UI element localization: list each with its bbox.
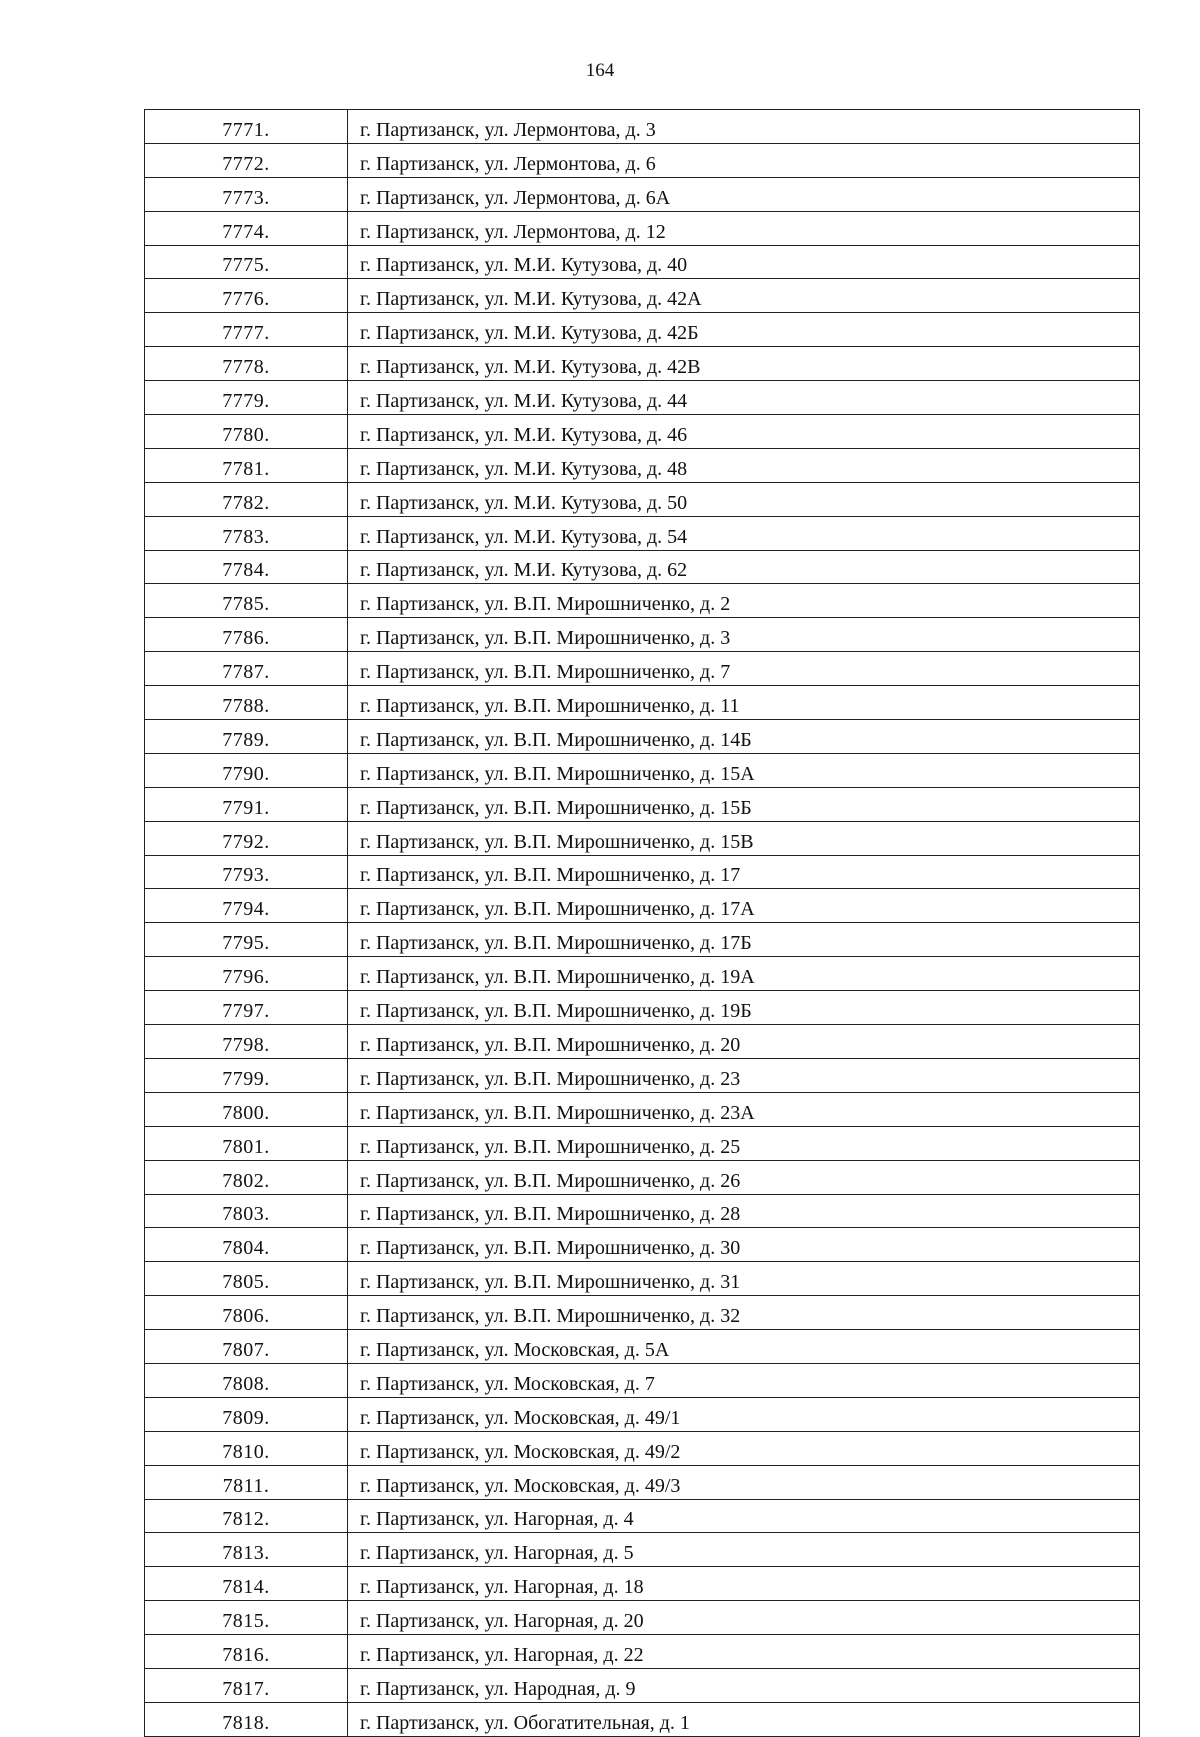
address-cell: г. Партизанск, ул. В.П. Мирошниченко, д. 32 bbox=[348, 1296, 1140, 1330]
address-cell: г. Партизанск, ул. В.П. Мирошниченко, д. 15В bbox=[348, 821, 1140, 855]
address-cell: г. Партизанск, ул. Нагорная, д. 4 bbox=[348, 1499, 1140, 1533]
row-number-cell: 7798. bbox=[145, 1025, 348, 1059]
row-number-cell: 7809. bbox=[145, 1397, 348, 1431]
table-row bbox=[145, 279, 1140, 313]
table-row bbox=[145, 1431, 1140, 1465]
address-cell: г. Партизанск, ул. В.П. Мирошниченко, д. 23 bbox=[348, 1058, 1140, 1092]
row-number-cell: 7818. bbox=[145, 1702, 348, 1736]
table-row bbox=[145, 1330, 1140, 1364]
row-number-cell: 7800. bbox=[145, 1092, 348, 1126]
address-cell: г. Партизанск, ул. Лермонтова, д. 12 bbox=[348, 211, 1140, 245]
table-row bbox=[145, 1296, 1140, 1330]
address-cell: г. Партизанск, ул. В.П. Мирошниченко, д. 17А bbox=[348, 889, 1140, 923]
table-row bbox=[145, 1025, 1140, 1059]
table-row bbox=[145, 1194, 1140, 1228]
address-cell: г. Партизанск, ул. В.П. Мирошниченко, д. 31 bbox=[348, 1262, 1140, 1296]
table-row bbox=[145, 1160, 1140, 1194]
table-row bbox=[145, 584, 1140, 618]
address-cell: г. Партизанск, ул. В.П. Мирошниченко, д. 3 bbox=[348, 618, 1140, 652]
table-row bbox=[145, 618, 1140, 652]
table-row bbox=[145, 1499, 1140, 1533]
address-cell: г. Партизанск, ул. Лермонтова, д. 6 bbox=[348, 143, 1140, 177]
row-number-cell: 7797. bbox=[145, 991, 348, 1025]
address-cell: г. Партизанск, ул. Московская, д. 49/3 bbox=[348, 1465, 1140, 1499]
address-cell: г. Партизанск, ул. Московская, д. 7 bbox=[348, 1363, 1140, 1397]
address-cell: г. Партизанск, ул. М.И. Кутузова, д. 46 bbox=[348, 415, 1140, 449]
address-cell: г. Партизанск, ул. М.И. Кутузова, д. 42В bbox=[348, 347, 1140, 381]
row-number-cell: 7774. bbox=[145, 211, 348, 245]
row-number-cell: 7811. bbox=[145, 1465, 348, 1499]
address-cell: г. Партизанск, ул. Народная, д. 9 bbox=[348, 1668, 1140, 1702]
row-number-cell: 7785. bbox=[145, 584, 348, 618]
table-row bbox=[145, 1702, 1140, 1736]
table-row bbox=[145, 787, 1140, 821]
row-number-cell: 7796. bbox=[145, 957, 348, 991]
row-number-cell: 7782. bbox=[145, 482, 348, 516]
row-number-cell: 7806. bbox=[145, 1296, 348, 1330]
row-number-cell: 7792. bbox=[145, 821, 348, 855]
address-cell: г. Партизанск, ул. В.П. Мирошниченко, д. 11 bbox=[348, 686, 1140, 720]
row-number-cell: 7786. bbox=[145, 618, 348, 652]
address-cell: г. Партизанск, ул. Нагорная, д. 22 bbox=[348, 1635, 1140, 1669]
address-table bbox=[144, 109, 1140, 1737]
table-row bbox=[145, 1533, 1140, 1567]
address-cell: г. Партизанск, ул. М.И. Кутузова, д. 44 bbox=[348, 381, 1140, 415]
table-row bbox=[145, 753, 1140, 787]
row-number-cell: 7799. bbox=[145, 1058, 348, 1092]
address-cell: г. Партизанск, ул. М.И. Кутузова, д. 42Б bbox=[348, 313, 1140, 347]
row-number-cell: 7810. bbox=[145, 1431, 348, 1465]
address-cell: г. Партизанск, ул. М.И. Кутузова, д. 50 bbox=[348, 482, 1140, 516]
table-row bbox=[145, 211, 1140, 245]
row-number-cell: 7807. bbox=[145, 1330, 348, 1364]
row-number-cell: 7817. bbox=[145, 1668, 348, 1702]
table-row bbox=[145, 957, 1140, 991]
page-number: 164 bbox=[585, 60, 615, 81]
table-row bbox=[145, 110, 1140, 144]
row-number-cell: 7787. bbox=[145, 652, 348, 686]
table-row bbox=[145, 889, 1140, 923]
table-row bbox=[145, 415, 1140, 449]
table-row bbox=[145, 1601, 1140, 1635]
table-row bbox=[145, 245, 1140, 279]
row-number-cell: 7795. bbox=[145, 923, 348, 957]
address-cell: г. Партизанск, ул. В.П. Мирошниченко, д. 17Б bbox=[348, 923, 1140, 957]
address-cell: г. Партизанск, ул. М.И. Кутузова, д. 42А bbox=[348, 279, 1140, 313]
address-cell: г. Партизанск, ул. Нагорная, д. 18 bbox=[348, 1567, 1140, 1601]
row-number-cell: 7794. bbox=[145, 889, 348, 923]
row-number-cell: 7812. bbox=[145, 1499, 348, 1533]
address-cell: г. Партизанск, ул. Нагорная, д. 5 bbox=[348, 1533, 1140, 1567]
row-number-cell: 7802. bbox=[145, 1160, 348, 1194]
row-number-cell: 7789. bbox=[145, 720, 348, 754]
row-number-cell: 7813. bbox=[145, 1533, 348, 1567]
table-row bbox=[145, 177, 1140, 211]
row-number-cell: 7790. bbox=[145, 753, 348, 787]
table-row bbox=[145, 1397, 1140, 1431]
row-number-cell: 7773. bbox=[145, 177, 348, 211]
row-number-cell: 7772. bbox=[145, 143, 348, 177]
table-row bbox=[145, 855, 1140, 889]
row-number-cell: 7781. bbox=[145, 448, 348, 482]
row-number-cell: 7779. bbox=[145, 381, 348, 415]
table-row bbox=[145, 1668, 1140, 1702]
table-row bbox=[145, 313, 1140, 347]
row-number-cell: 7801. bbox=[145, 1126, 348, 1160]
table-row bbox=[145, 923, 1140, 957]
table-row bbox=[145, 1635, 1140, 1669]
table-row bbox=[145, 482, 1140, 516]
address-cell: г. Партизанск, ул. М.И. Кутузова, д. 48 bbox=[348, 448, 1140, 482]
row-number-cell: 7804. bbox=[145, 1228, 348, 1262]
address-cell: г. Партизанск, ул. Нагорная, д. 20 bbox=[348, 1601, 1140, 1635]
address-cell: г. Партизанск, ул. Обогатительная, д. 1 bbox=[348, 1702, 1140, 1736]
table-row bbox=[145, 1058, 1140, 1092]
row-number-cell: 7777. bbox=[145, 313, 348, 347]
address-cell: г. Партизанск, ул. Лермонтова, д. 6А bbox=[348, 177, 1140, 211]
row-number-cell: 7783. bbox=[145, 516, 348, 550]
table-row bbox=[145, 720, 1140, 754]
row-number-cell: 7793. bbox=[145, 855, 348, 889]
row-number-cell: 7788. bbox=[145, 686, 348, 720]
row-number-cell: 7775. bbox=[145, 245, 348, 279]
table-row bbox=[145, 1363, 1140, 1397]
row-number-cell: 7778. bbox=[145, 347, 348, 381]
address-cell: г. Партизанск, ул. М.И. Кутузова, д. 62 bbox=[348, 550, 1140, 584]
address-cell: г. Партизанск, ул. В.П. Мирошниченко, д. 25 bbox=[348, 1126, 1140, 1160]
row-number-cell: 7771. bbox=[145, 110, 348, 144]
address-cell: г. Партизанск, ул. В.П. Мирошниченко, д. 2 bbox=[348, 584, 1140, 618]
table-row bbox=[145, 686, 1140, 720]
table-row bbox=[145, 652, 1140, 686]
address-cell: г. Партизанск, ул. В.П. Мирошниченко, д. 15Б bbox=[348, 787, 1140, 821]
address-cell: г. Партизанск, ул. Московская, д. 49/2 bbox=[348, 1431, 1140, 1465]
address-cell: г. Партизанск, ул. В.П. Мирошниченко, д. 20 bbox=[348, 1025, 1140, 1059]
address-cell: г. Партизанск, ул. В.П. Мирошниченко, д. 17 bbox=[348, 855, 1140, 889]
table-row bbox=[145, 347, 1140, 381]
table-row bbox=[145, 1465, 1140, 1499]
address-cell: г. Партизанск, ул. В.П. Мирошниченко, д. 15А bbox=[348, 753, 1140, 787]
address-cell: г. Партизанск, ул. Лермонтова, д. 3 bbox=[348, 110, 1140, 144]
address-cell: г. Партизанск, ул. В.П. Мирошниченко, д. 14Б bbox=[348, 720, 1140, 754]
address-cell: г. Партизанск, ул. Московская, д. 49/1 bbox=[348, 1397, 1140, 1431]
address-cell: г. Партизанск, ул. В.П. Мирошниченко, д. 28 bbox=[348, 1194, 1140, 1228]
row-number-cell: 7816. bbox=[145, 1635, 348, 1669]
row-number-cell: 7776. bbox=[145, 279, 348, 313]
address-cell: г. Партизанск, ул. В.П. Мирошниченко, д. 26 bbox=[348, 1160, 1140, 1194]
table-row bbox=[145, 143, 1140, 177]
table-row bbox=[145, 1262, 1140, 1296]
row-number-cell: 7784. bbox=[145, 550, 348, 584]
table-row bbox=[145, 550, 1140, 584]
address-cell: г. Партизанск, ул. В.П. Мирошниченко, д. 19А bbox=[348, 957, 1140, 991]
row-number-cell: 7803. bbox=[145, 1194, 348, 1228]
row-number-cell: 7780. bbox=[145, 415, 348, 449]
table-row bbox=[145, 448, 1140, 482]
address-cell: г. Партизанск, ул. В.П. Мирошниченко, д. 7 bbox=[348, 652, 1140, 686]
address-cell: г. Партизанск, ул. В.П. Мирошниченко, д. 19Б bbox=[348, 991, 1140, 1025]
table-row bbox=[145, 1092, 1140, 1126]
address-cell: г. Партизанск, ул. М.И. Кутузова, д. 40 bbox=[348, 245, 1140, 279]
address-cell: г. Партизанск, ул. В.П. Мирошниченко, д. 23А bbox=[348, 1092, 1140, 1126]
row-number-cell: 7805. bbox=[145, 1262, 348, 1296]
row-number-cell: 7791. bbox=[145, 787, 348, 821]
table-row bbox=[145, 991, 1140, 1025]
address-table-body bbox=[145, 110, 1140, 1737]
row-number-cell: 7815. bbox=[145, 1601, 348, 1635]
table-row bbox=[145, 516, 1140, 550]
row-number-cell: 7808. bbox=[145, 1363, 348, 1397]
table-row bbox=[145, 381, 1140, 415]
address-cell: г. Партизанск, ул. М.И. Кутузова, д. 54 bbox=[348, 516, 1140, 550]
table-row bbox=[145, 821, 1140, 855]
table-row bbox=[145, 1567, 1140, 1601]
address-cell: г. Партизанск, ул. В.П. Мирошниченко, д. 30 bbox=[348, 1228, 1140, 1262]
row-number-cell: 7814. bbox=[145, 1567, 348, 1601]
table-row bbox=[145, 1126, 1140, 1160]
table-row bbox=[145, 1228, 1140, 1262]
address-cell: г. Партизанск, ул. Московская, д. 5А bbox=[348, 1330, 1140, 1364]
